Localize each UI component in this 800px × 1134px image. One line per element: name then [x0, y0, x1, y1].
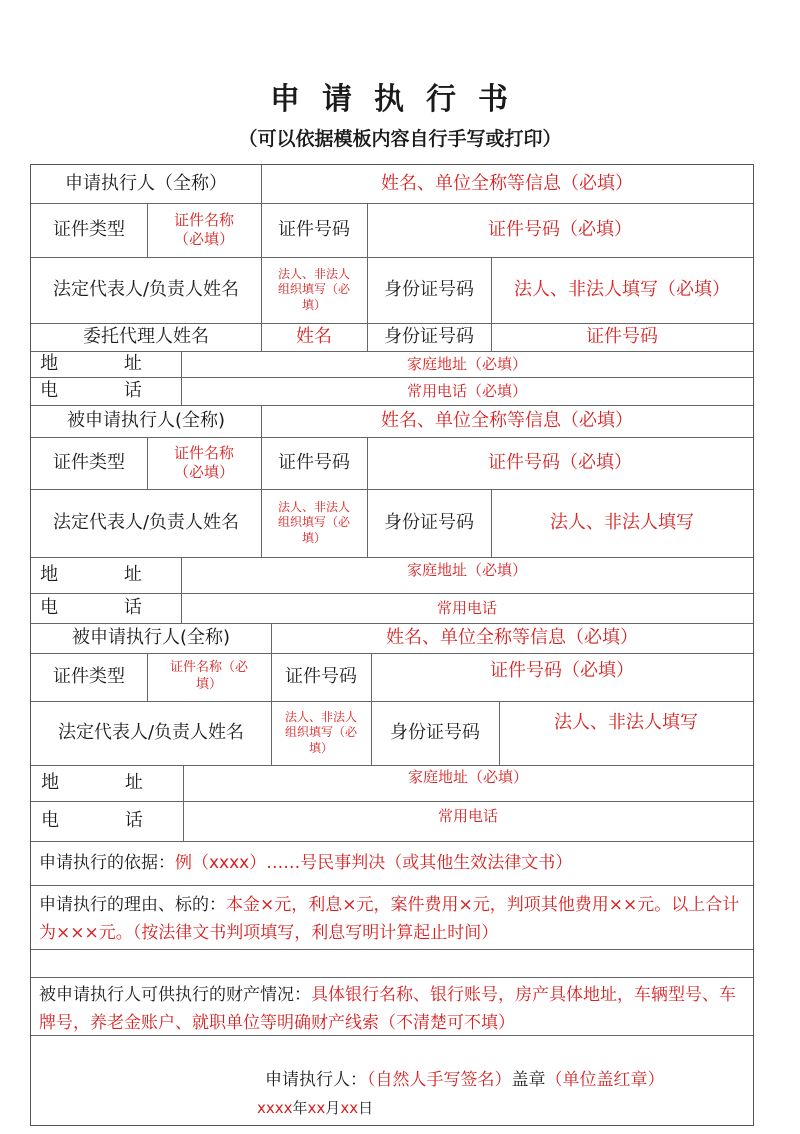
signature-hint[interactable]: （自然人手写签名）	[367, 1070, 512, 1090]
date-line[interactable]	[257, 1097, 373, 1118]
applicant-legal-rep-label: 法定代表人/负责人姓名	[52, 278, 240, 300]
respondent1-phone-field[interactable]: 常用电话	[436, 598, 497, 617]
signature-label: 申请执行人：	[265, 1070, 367, 1090]
applicant-personal-id-field[interactable]: 法人、非法人填写（必填）	[514, 278, 730, 300]
signature-line	[265, 1065, 665, 1090]
application-form	[30, 164, 754, 1126]
applicant-id-type-label: 证件类型	[53, 218, 125, 240]
applicant-personal-id-label: 身份证号码	[384, 278, 474, 300]
respondent2-id-number-label: 证件号码	[285, 665, 357, 687]
applicant-address-label: 地 址	[40, 352, 172, 374]
respondent1-id-type-field[interactable]: 证件名称（必填）	[173, 444, 234, 481]
respondent1-legal-rep-label: 法定代表人/负责人姓名	[52, 511, 240, 533]
respondent2-phone-label: 电 话	[41, 809, 173, 831]
date-day[interactable]: xx	[340, 1099, 359, 1117]
respondent2-id-type-field[interactable]: 证件名称（必填）	[169, 660, 248, 692]
respondent2-id-type-label: 证件类型	[53, 665, 125, 687]
applicant-phone-field[interactable]: 常用电话（必填）	[406, 381, 527, 400]
respondent2-address-label: 地 址	[41, 771, 173, 793]
basis-value[interactable]: 例（xxxx）……号民事判决（或其他生效法律文书）	[175, 853, 573, 873]
applicant-phone-label: 电 话	[40, 379, 172, 401]
respondent1-name-field[interactable]: 姓名、单位全称等信息（必填）	[381, 409, 633, 431]
respondent1-id-type-label: 证件类型	[53, 451, 125, 473]
month-char: 月	[325, 1099, 341, 1117]
property-row[interactable]	[39, 981, 751, 1037]
agent-name-field[interactable]: 姓名	[296, 325, 332, 347]
respondent2-legal-rep-field[interactable]: 法人、非法人组织填写（必填）	[284, 709, 357, 755]
property-label: 被申请执行人可供执行的财产情况：	[39, 985, 311, 1005]
applicant-address-field[interactable]: 家庭地址（必填）	[406, 354, 527, 373]
seal-hint[interactable]: （单位盖红章）	[545, 1070, 665, 1090]
respondent2-name-field[interactable]: 姓名、单位全称等信息（必填）	[386, 626, 638, 648]
respondent2-personal-id-label: 身份证号码	[390, 721, 480, 743]
respondent1-id-number-label: 证件号码	[278, 451, 350, 473]
respondent1-personal-id-field[interactable]: 法人、非法人填写	[550, 511, 694, 533]
reason-value[interactable]: 本金×元，利息×元，案件费用×元，判项其他费用××元。以上合计为×××元。（按法律文书判项填写，利息写明计算起止时间）	[39, 895, 740, 943]
respondent2-legal-rep-label: 法定代表人/负责人姓名	[57, 721, 245, 743]
applicant-id-number-label: 证件号码	[278, 218, 350, 240]
respondent1-address-field[interactable]: 家庭地址（必填）	[406, 560, 527, 579]
document-subtitle: （可以依据模板内容自行手写或打印）	[238, 128, 562, 150]
applicant-id-type-field[interactable]: 证件名称（必填）	[173, 211, 234, 248]
respondent1-personal-id-label: 身份证号码	[384, 511, 474, 533]
respondent1-id-number-field[interactable]: 证件号码（必填）	[488, 451, 632, 473]
agent-id-label: 身份证号码	[384, 325, 474, 347]
agent-name-label: 委托代理人姓名	[83, 325, 209, 347]
year-char: 年	[292, 1099, 308, 1117]
applicant-name-field[interactable]: 姓名、单位全称等信息（必填）	[381, 172, 633, 194]
respondent2-phone-field[interactable]: 常用电话	[437, 806, 498, 825]
respondent1-address-label: 地 址	[40, 563, 172, 585]
date-month[interactable]: xx	[307, 1099, 326, 1117]
respondent2-personal-id-field[interactable]: 法人、非法人填写	[554, 711, 698, 733]
reason-label: 申请执行的理由、标的：	[39, 895, 226, 915]
applicant-id-number-field[interactable]: 证件号码（必填）	[488, 218, 632, 240]
document-title: 申请执行书	[270, 82, 530, 117]
respondent2-name-label: 被申请执行人(全称)	[71, 626, 231, 648]
applicant-name-label: 申请执行人（全称）	[65, 172, 227, 194]
basis-label: 申请执行的依据：	[39, 853, 175, 873]
respondent2-id-number-field[interactable]: 证件号码（必填）	[490, 659, 634, 681]
day-char: 日	[358, 1099, 374, 1117]
basis-row[interactable]	[39, 849, 751, 879]
respondent1-phone-label: 电 话	[40, 596, 172, 618]
respondent2-address-field[interactable]: 家庭地址（必填）	[407, 767, 528, 786]
applicant-legal-rep-field[interactable]: 法人、非法人组织填写（必填）	[277, 266, 350, 312]
respondent1-legal-rep-field[interactable]: 法人、非法人组织填写（必填）	[277, 499, 350, 545]
property-value[interactable]: 具体银行名称、银行账号，房产具体地址，车辆型号、车牌号，养老金账户、就职单位等明确财产线索（不清楚可不填）	[39, 985, 736, 1033]
respondent1-name-label: 被申请执行人(全称)	[66, 409, 226, 431]
seal-label: 盖章	[511, 1070, 546, 1090]
agent-id-field[interactable]: 证件号码	[586, 325, 658, 347]
date-year[interactable]: xxxx	[257, 1099, 293, 1117]
reason-row[interactable]	[39, 891, 751, 947]
